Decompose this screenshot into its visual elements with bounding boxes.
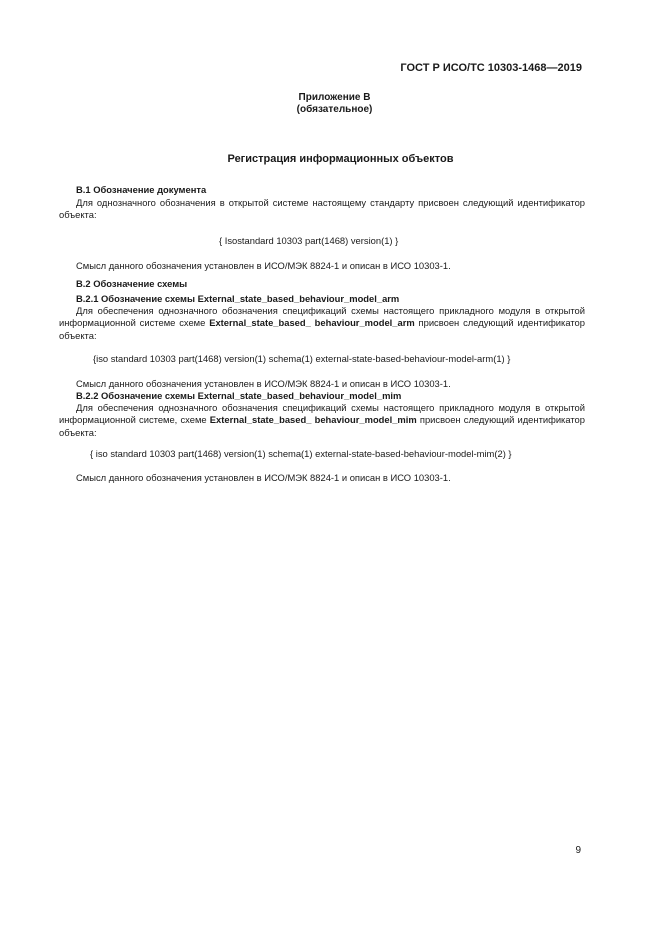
section-b1-paragraph-text: Для однозначного обозначения в открытой системе настоящему стандарту присвоен следующий идентификатор объекта: — [59, 197, 585, 221]
section-b21-paragraph — [59, 305, 585, 342]
section-b22-paragraph — [59, 402, 585, 439]
section-b21-schema-name: External_state_based_ behaviour_model_arm — [209, 317, 415, 329]
section-b1-heading: В.1 Обозначение документа — [76, 184, 207, 195]
section-b21-meaning: Смысл данного обозначения установлен в ИСО/МЭК 8824-1 и описан в ИСО 10303-1. — [76, 378, 451, 389]
section-b22-heading: В.2.2 Обозначение схемы External_state_based_behaviour_model_mim — [76, 390, 402, 401]
section-b21-heading: В.2.1 Обозначение схемы External_state_based_behaviour_model_arm — [76, 293, 400, 304]
section-b21-paragraph-after: присвоен следующий идентификатор объекта: — [59, 317, 585, 341]
section-b22-meaning: Смысл данного обозначения установлен в ИСО/МЭК 8824-1 и описан в ИСО 10303-1. — [76, 472, 451, 483]
annex-status: (обязательное) — [296, 104, 373, 115]
section-b22-schema-name: External_state_based_ behaviour_model_mim — [209, 414, 417, 426]
section-b2-heading: В.2 Обозначение схемы — [76, 278, 188, 289]
annex-title: Приложение В — [298, 92, 371, 103]
section-b22-identifier: { iso standard 10303 part(1468) version(1) schema(1) external-state-based-behaviour-model-mim(2) } — [90, 448, 512, 459]
section-b21-identifier: {iso standard 10303 part(1468) version(1) schema(1) external-state-based-behaviour-model-arm(1) } — [93, 353, 511, 364]
document-id-header: ГОСТ Р ИСО/ТС 10303-1468—2019 — [400, 62, 582, 74]
annex-heading: Регистрация информационных объектов — [227, 153, 454, 165]
section-b22-paragraph-before: Для обеспечения однозначного обозначения спецификаций схемы настоящего прикладного модуля в открытой информационной системе, схеме — [59, 402, 585, 426]
section-b1-identifier: { Isostandard 10303 part(1468) version(1) } — [219, 235, 399, 246]
page-number: 9 — [575, 845, 581, 856]
section-b22-paragraph-after: присвоен следующий идентификатор объекта: — [59, 414, 585, 438]
section-b1-paragraph — [59, 197, 585, 222]
section-b1-meaning: Смысл данного обозначения установлен в ИСО/МЭК 8824-1 и описан в ИСО 10303-1. — [76, 260, 451, 271]
section-b21-paragraph-before: Для обеспечения однозначного обозначения спецификаций схемы настоящего прикладного модуля в открытой информационной системе схеме — [59, 305, 585, 329]
